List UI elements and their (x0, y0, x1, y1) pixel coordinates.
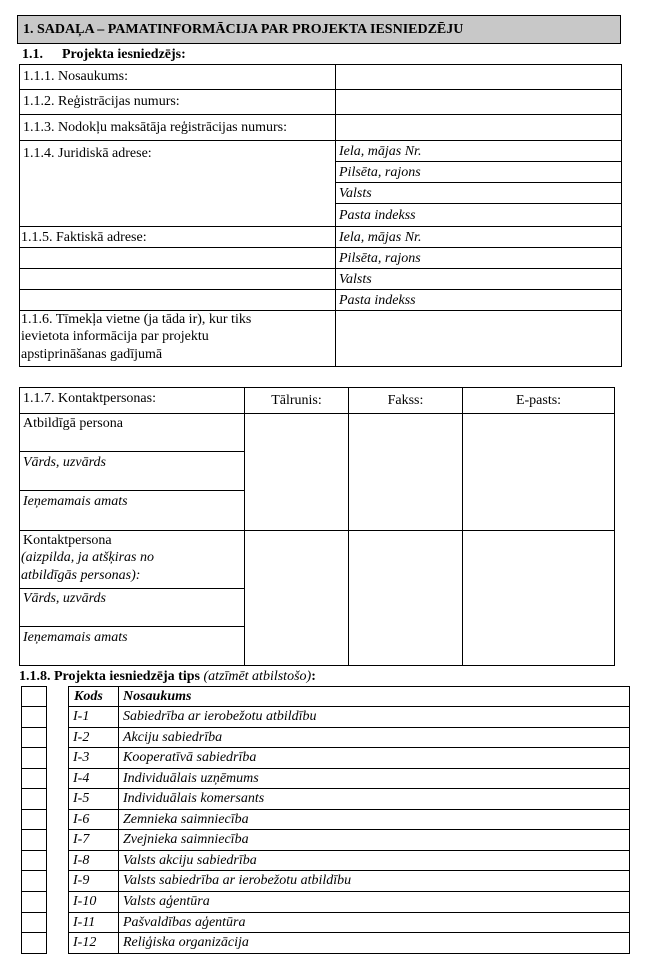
type-code: I-12 (73, 935, 97, 950)
type-code: I-2 (73, 730, 90, 745)
name-input[interactable] (335, 64, 622, 90)
tax-no-label-cell (19, 114, 336, 141)
contacts-label: 1.1.7. Kontaktpersonas: (23, 391, 156, 406)
contact-person-label: Kontaktpersona (23, 533, 112, 548)
type-name: Zvejnieka saimniecība (123, 832, 249, 847)
responsible-phone-input[interactable] (244, 413, 349, 531)
legal-address-label: 1.1.4. Juridiskā adrese: (23, 146, 152, 161)
type-checkbox[interactable] (21, 912, 47, 933)
type-name-cell (118, 768, 630, 789)
type-code-cell (68, 891, 119, 913)
type-code-cell (68, 747, 119, 769)
actual-city-label: Pilsēta, rajons (339, 251, 421, 266)
type-name-cell (118, 829, 630, 851)
actual-country-field[interactable] (335, 268, 622, 290)
fax-header: Fakss: (387, 393, 424, 408)
type-checkbox[interactable] (21, 891, 47, 913)
contact-name-label: Vārds, uzvārds (23, 591, 106, 606)
contact-position-label: Ieņemamais amats (23, 630, 128, 645)
type-code: I-3 (73, 750, 90, 765)
email-header: E-pasts: (515, 393, 562, 408)
type-checkbox[interactable] (21, 706, 47, 728)
legal-city-label: Pilsēta, rajons (339, 165, 421, 180)
responsible-position-field[interactable] (19, 490, 245, 531)
type-code-cell (68, 829, 119, 851)
contact-position-field[interactable] (19, 626, 245, 666)
contact-email-input[interactable] (462, 530, 615, 666)
reg-no-label: 1.1.2. Reģistrācijas numurs: (23, 94, 180, 109)
type-name-cell (118, 747, 630, 769)
name-label: 1.1.1. Nosaukums: (23, 69, 128, 84)
legal-country-field[interactable] (335, 182, 622, 204)
legal-city-field[interactable] (335, 161, 622, 183)
legal-country-label: Valsts (339, 186, 372, 201)
legal-postcode-field[interactable] (335, 203, 622, 227)
type-name: Akciju sabiedrība (123, 730, 223, 745)
email-header-cell (462, 387, 615, 414)
legal-street-label: Iela, mājas Nr. (339, 144, 422, 159)
type-checkbox[interactable] (21, 809, 47, 830)
type-name-cell (118, 727, 630, 748)
responsible-person-label: Atbildīgā persona (23, 416, 123, 431)
responsible-name-field[interactable] (19, 451, 245, 491)
type-name: Pašvaldības aģentūra (123, 915, 246, 930)
phone-header: Tālrunis: (271, 393, 322, 408)
contact-person-note-line2: atbildīgās personas): (21, 568, 141, 583)
applicant-heading: Projekta iesniedzējs: (62, 47, 186, 62)
type-checkbox[interactable] (21, 788, 47, 810)
applicant-type-heading-colon: : (311, 669, 316, 684)
applicant-type-heading-note: (atzīmēt atbilstošo) (203, 669, 312, 684)
website-input[interactable] (335, 310, 622, 367)
type-name-cell (118, 891, 630, 913)
type-code: I-4 (73, 771, 90, 786)
type-code: I-11 (73, 915, 96, 930)
contact-person-note-line1: (aizpilda, ja atšķiras no (21, 550, 155, 565)
type-code: I-1 (73, 709, 90, 724)
type-code: I-6 (73, 812, 90, 827)
type-checkbox-header (21, 686, 47, 707)
responsible-position-label: Ieņemamais amats (23, 494, 128, 509)
phone-header-cell (244, 387, 349, 414)
actual-street-label: Iela, mājas Nr. (339, 230, 422, 245)
actual-postcode-label: Pasta indekss (339, 293, 416, 308)
type-code-cell (68, 912, 119, 933)
type-code-cell (68, 727, 119, 748)
type-name: Reliģiska organizācija (123, 935, 249, 950)
website-label-line2: ievietota informācija par projektu (21, 329, 209, 344)
actual-address-label: 1.1.5. Faktiskā adrese: (21, 230, 147, 245)
type-checkbox[interactable] (21, 932, 47, 954)
type-checkbox[interactable] (21, 747, 47, 769)
name-label-cell (19, 64, 336, 90)
type-name: Zemnieka saimniecība (123, 812, 249, 827)
applicant-type-heading (19, 668, 316, 686)
contacts-label-cell (19, 387, 245, 414)
type-code: I-8 (73, 853, 90, 868)
type-code-cell (68, 788, 119, 810)
type-code-cell (68, 809, 119, 830)
actual-address-label-cell (19, 226, 336, 248)
applicant-heading-number: 1.1. (22, 47, 43, 62)
legal-postcode-label: Pasta indekss (339, 208, 416, 223)
actual-address-line-4[interactable] (19, 289, 336, 311)
reg-no-input[interactable] (335, 89, 622, 115)
type-code-cell (68, 850, 119, 871)
website-label-cell (19, 310, 336, 367)
type-name-cell (118, 809, 630, 830)
type-name: Valsts aģentūra (123, 894, 210, 909)
legal-street-field[interactable] (335, 140, 622, 162)
contact-name-field[interactable] (19, 588, 245, 627)
fax-header-cell (348, 387, 463, 414)
code-header-cell (68, 686, 119, 707)
type-code: I-10 (73, 894, 97, 909)
type-code: I-5 (73, 791, 90, 806)
type-name: Kooperatīvā sabiedrība (123, 750, 257, 765)
type-name: Individuālais komersants (123, 791, 265, 806)
type-name-cell (118, 850, 630, 871)
type-name: Sabiedrība ar ierobežotu atbildību (123, 709, 317, 724)
type-checkbox[interactable] (21, 829, 47, 851)
type-code-cell (68, 768, 119, 789)
responsible-fax-input[interactable] (348, 413, 463, 531)
type-name-cell (118, 870, 630, 892)
type-checkbox[interactable] (21, 870, 47, 892)
actual-address-line-3[interactable] (19, 268, 336, 290)
tax-no-input[interactable] (335, 114, 622, 141)
type-code-cell (68, 706, 119, 728)
contact-fax-input[interactable] (348, 530, 463, 666)
section-title: 1. SADAĻA – PAMATINFORMĀCIJA PAR PROJEKTA IESNIEDZĒJU (17, 15, 621, 44)
type-name: Individuālais uzņēmums (123, 771, 259, 786)
applicant-type-heading-text: 1.1.8. Projekta iesniedzēja tips (19, 669, 200, 684)
responsible-person-cell (19, 413, 245, 452)
type-code-cell (68, 932, 119, 954)
type-name: Valsts akciju sabiedrība (123, 853, 257, 868)
type-checkbox[interactable] (21, 768, 47, 789)
actual-country-label: Valsts (339, 272, 372, 287)
name-header-cell (118, 686, 630, 707)
legal-address-label-cell (19, 140, 336, 227)
type-name-cell (118, 932, 630, 954)
type-name: Valsts sabiedrība ar ierobežotu atbildību (123, 873, 352, 888)
type-code: I-7 (73, 832, 90, 847)
type-name-cell (118, 788, 630, 810)
contact-phone-input[interactable] (244, 530, 349, 666)
responsible-email-input[interactable] (462, 413, 615, 531)
actual-street-field[interactable] (335, 226, 622, 248)
website-label-line3: apstiprināšanas gadījumā (21, 347, 163, 362)
type-code-cell (68, 870, 119, 892)
name-header: Nosaukums (123, 689, 192, 704)
actual-city-field[interactable] (335, 247, 622, 269)
type-code: I-9 (73, 873, 90, 888)
actual-postcode-field[interactable] (335, 289, 622, 311)
actual-address-line-2[interactable] (19, 247, 336, 269)
tax-no-label: 1.1.3. Nodokļu maksātāja reģistrācijas numurs: (23, 120, 287, 135)
type-name-cell (118, 912, 630, 933)
type-name-cell (118, 706, 630, 728)
type-checkbox[interactable] (21, 727, 47, 748)
responsible-name-label: Vārds, uzvārds (23, 455, 106, 470)
website-label-line1: 1.1.6. Tīmekļa vietne (ja tāda ir), kur tiks (21, 312, 252, 327)
contact-person-cell (19, 530, 245, 589)
code-header: Kods (74, 689, 103, 704)
reg-no-label-cell (19, 89, 336, 115)
type-checkbox[interactable] (21, 850, 47, 871)
